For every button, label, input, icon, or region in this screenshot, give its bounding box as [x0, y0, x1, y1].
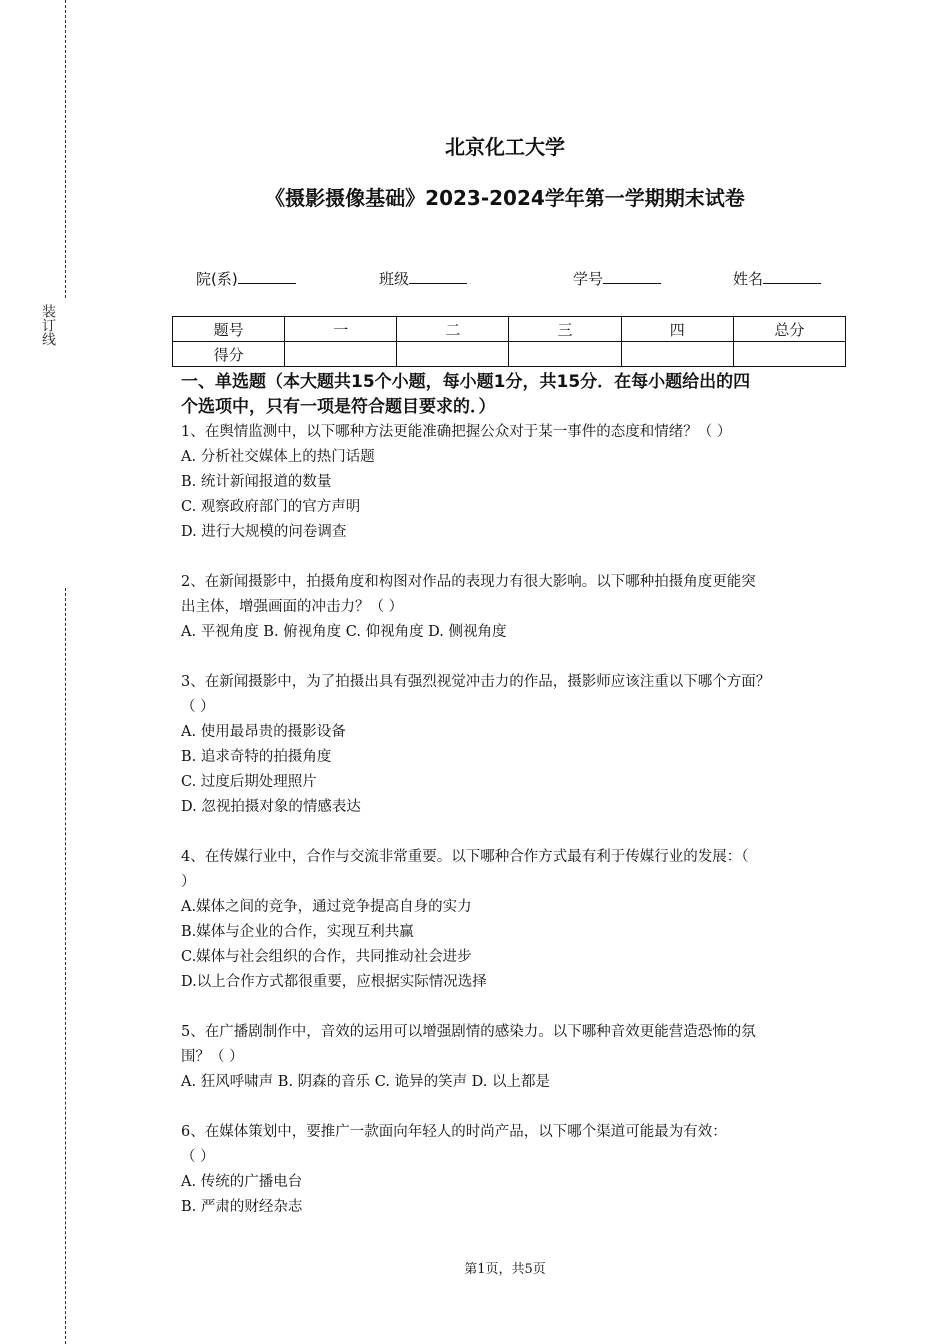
question-option: B. 统计新闻报道的数量: [181, 474, 332, 490]
question-option: C.媒体与社会组织的合作，共同推动社会进步: [181, 949, 472, 965]
score-input-cell[interactable]: [621, 342, 733, 367]
question-option: C. 观察政府部门的官方声明: [181, 499, 361, 515]
question-text: 围？（ ）: [181, 1049, 244, 1065]
department-field[interactable]: [196, 268, 296, 289]
question-text: （ ）: [181, 699, 215, 715]
question-option: D.以上合作方式都很重要，应根据实际情况选择: [181, 974, 487, 990]
student-id-field[interactable]: [573, 268, 661, 289]
binding-label: 装订线: [40, 304, 56, 346]
page-footer: 第1页，共5页: [464, 1262, 546, 1277]
question: [181, 1020, 849, 1095]
score-cell: 题号: [173, 317, 285, 342]
score-input-cell[interactable]: [509, 342, 621, 367]
class-field[interactable]: [379, 268, 467, 289]
section-heading-line: 个选项中，只有一项是符合题目要求的．）: [181, 397, 496, 417]
name-label: 姓名: [733, 270, 764, 288]
class-label: 班级: [379, 270, 410, 288]
student-id-blank[interactable]: [603, 268, 661, 284]
question: [181, 845, 849, 995]
question-option: C. 过度后期处理照片: [181, 774, 317, 790]
question-text: 出主体，增强画面的冲击力？（ ）: [181, 599, 404, 615]
question-option: A. 传统的广播电台: [181, 1174, 303, 1190]
question-text: 6、在媒体策划中，要推广一款面向年轻人的时尚产品，以下哪个渠道可能最为有效：: [181, 1124, 727, 1140]
question: [181, 570, 849, 645]
score-input-cell[interactable]: [285, 342, 397, 367]
question-option: D. 忽视拍摄对象的情感表达: [181, 799, 361, 815]
score-cell: 总分: [733, 317, 845, 342]
question-option: A. 使用最昂贵的摄影设备: [181, 724, 346, 740]
class-blank[interactable]: [409, 268, 467, 284]
question-option: B. 严肃的财经杂志: [181, 1199, 303, 1215]
department-blank[interactable]: [238, 268, 296, 284]
university-title: 北京化工大学: [445, 135, 565, 159]
question-text: （ ）: [181, 1149, 215, 1165]
score-table: [172, 316, 846, 367]
question-option: A. 平视角度 B. 俯视角度 C. 仰视角度 D. 侧视角度: [181, 624, 507, 640]
name-blank[interactable]: [763, 268, 821, 284]
question-text: 5、在广播剧制作中，音效的运用可以增强剧情的感染力。以下哪种音效更能营造恐怖的氛: [181, 1024, 756, 1040]
question-option: B. 追求奇特的拍摄角度: [181, 749, 332, 765]
question-text: 2、在新闻摄影中，拍摄角度和构图对作品的表现力有很大影响。以下哪种拍摄角度更能突: [181, 574, 756, 590]
section-heading-line: 一、单选题（本大题共15个小题，每小题1分，共15分．在每小题给出的四: [181, 372, 751, 392]
question-text: 3、在新闻摄影中，为了拍摄出具有强烈视觉冲击力的作品，摄影师应该注重以下哪个方面？: [181, 674, 771, 690]
department-label: 院(系): [196, 270, 238, 288]
question-text: 1、在舆情监测中，以下哪种方法更能准确把握公众对于某一事件的态度和情绪？（ ）: [181, 424, 732, 440]
exam-content: [181, 370, 849, 1220]
question-text: ）: [181, 874, 196, 890]
score-table-header-row: [173, 317, 846, 342]
question-option: A. 狂风呼啸声 B. 阴森的音乐 C. 诡异的笑声 D. 以上都是: [181, 1074, 551, 1090]
question-option: D. 进行大规模的问卷调查: [181, 524, 347, 540]
score-row-label: 得分: [173, 342, 285, 367]
question-text: 4、在传媒行业中，合作与交流非常重要。以下哪种合作方式最有利于传媒行业的发展：（: [181, 849, 749, 865]
score-input-cell[interactable]: [733, 342, 845, 367]
score-cell: 三: [509, 317, 621, 342]
score-cell: 二: [397, 317, 509, 342]
exam-title: 《摄影摄像基础》2023-2024学年第一学期期末试卷: [265, 186, 745, 210]
question: [181, 1120, 849, 1220]
name-field[interactable]: [733, 268, 821, 289]
question-option: A.媒体之间的竞争，通过竞争提高自身的实力: [181, 899, 472, 915]
student-id-label: 学号: [573, 270, 604, 288]
question-option: B.媒体与企业的合作，实现互利共赢: [181, 924, 414, 940]
score-input-cell[interactable]: [397, 342, 509, 367]
score-cell: 一: [285, 317, 397, 342]
score-table-score-row: [173, 342, 846, 367]
score-cell: 四: [621, 317, 733, 342]
question: [181, 420, 849, 545]
binding-line-bottom: [65, 588, 66, 1344]
question-option: A. 分析社交媒体上的热门话题: [181, 449, 375, 465]
question: [181, 670, 849, 820]
